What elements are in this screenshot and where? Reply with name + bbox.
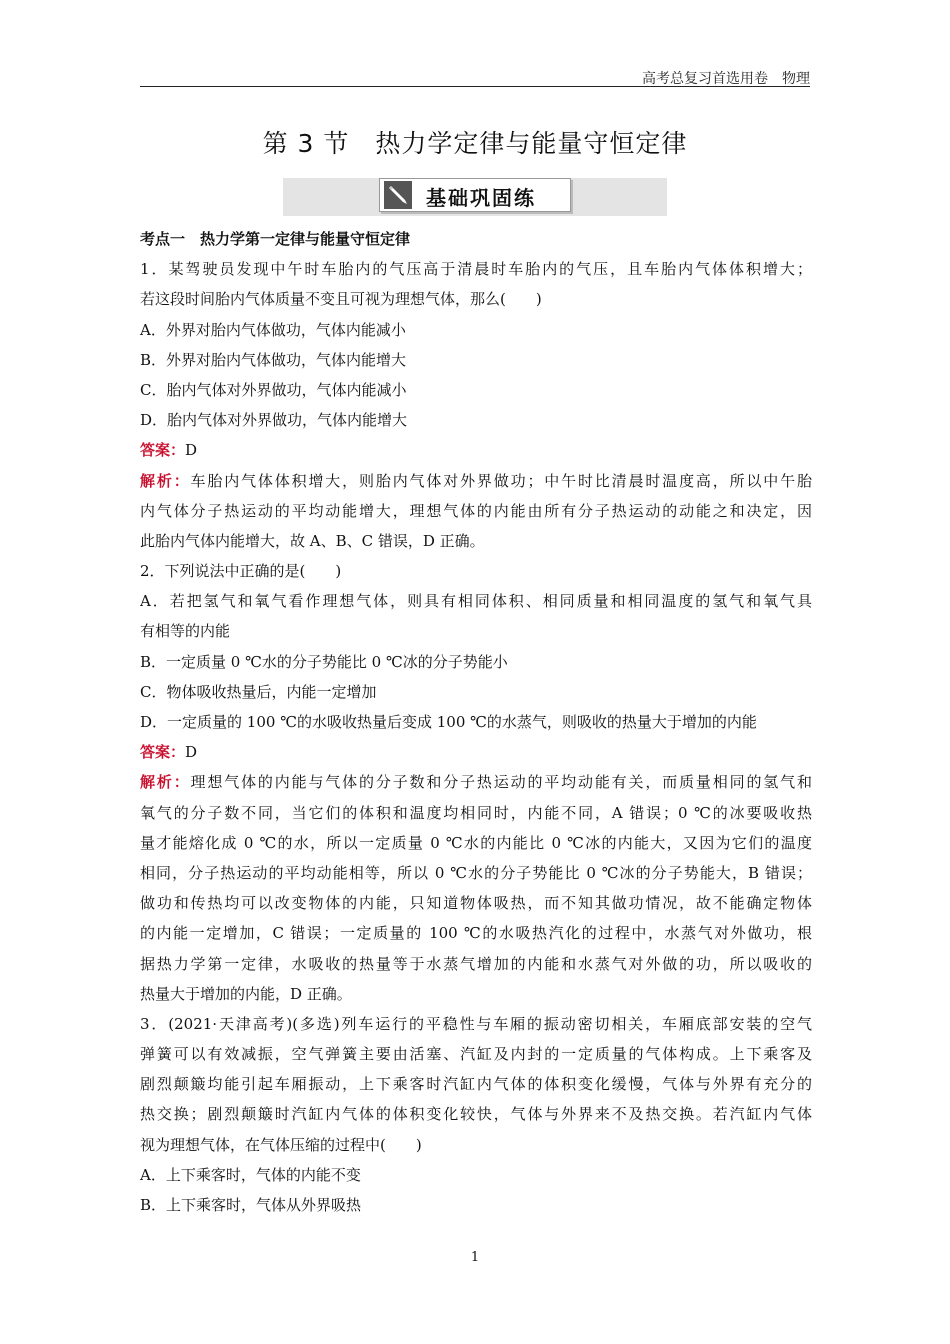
q2-stem-line: 2．下列说法中正确的是( ) [140, 562, 342, 581]
analysis-label: 解析： [140, 471, 191, 490]
q1-option-b: B．外界对胎内气体做功，气体内能增大 [140, 350, 407, 369]
page-header [140, 58, 810, 87]
q2-analysis-line: 做功和传热均可以改变物体的内能，只知道物体吸热，而不知其做功情况，故不能确定物体 [140, 894, 812, 913]
q2-option-a-cont: 有相等的内能 [140, 622, 231, 641]
answer-value: D [185, 743, 198, 762]
q1-option-d: D．胎内气体对外界做功，气体内能增大 [140, 411, 408, 430]
section-banner [283, 178, 667, 216]
q3-stem-line: 3．(2021·天津高考)(多选)列车运行的平稳性与车厢的振动密切相关，车厢底部安装的空气 [140, 1014, 812, 1033]
answer-label: 答案： [140, 743, 186, 762]
q1-stem-line: 若这段时间胎内气体质量不变且可视为理想气体，那么( ) [140, 290, 542, 309]
header-text: 高考总复习首选用卷 物理 [642, 71, 810, 87]
q1-answer [140, 435, 812, 465]
q2-analysis-line: 据热力学第一定律，水吸收的热量等于水蒸气增加的内能和水蒸气对外做的功，所以吸收的 [140, 954, 812, 973]
page-title: 第 3 节 热力学定律与能量守恒定律 [262, 129, 688, 158]
analysis-label: 解析： [140, 773, 191, 792]
q1-option-a: A．外界对胎内气体做功，气体内能减小 [140, 320, 406, 339]
q3-option-a: A．上下乘客时，气体的内能不变 [140, 1165, 361, 1184]
q1-analysis-line: 此胎内气体内能增大，故 A、B、C 错误，D 正确。 [140, 531, 485, 550]
q3-stem-line: 视为理想气体，在气体压缩的过程中( ) [140, 1135, 422, 1154]
q2-option-d: D．一定质量的 100 ℃的水吸收热量后变成 100 ℃的水蒸气，则吸收的热量大于增加的内能 [140, 713, 757, 731]
q1-analysis-line [140, 466, 812, 496]
banner-box [379, 178, 571, 212]
q2-analysis-line: 相同，分子热运动的平均动能相等，所以 0 ℃水的分子势能比 0 ℃冰的分子势能大，B 错误； [140, 863, 812, 882]
q2-analysis-line: 的内能一定增加，C 错误；一定质量的 100 ℃的水吸热汽化的过程中，水蒸气对外做功，根 [140, 924, 812, 943]
q3-stem-line: 弹簧可以有效减振，空气弹簧主要由活塞、汽缸及内封的一定质量的气体构成。上下乘客及 [140, 1045, 812, 1064]
answer-label: 答案： [140, 441, 186, 460]
q2-option-b: B．一定质量 0 ℃水的分子势能比 0 ℃冰的分子势能小 [140, 652, 508, 671]
q2-analysis-line: 氧气的分子数不同，当它们的体积和温度均相同时，内能不同，A 错误；0 ℃的冰要吸收热 [140, 803, 812, 822]
q2-analysis-line [140, 767, 812, 797]
q2-option-a: A．若把氢气和氧气看作理想气体，则具有相同体积、相同质量和相同温度的氢气和氧气具 [140, 592, 812, 611]
q2-analysis-line: 热量大于增加的内能，D 正确。 [140, 984, 352, 1003]
q1-analysis-line: 内气体分子热运动的平均动能增大，理想气体的内能由所有分子热运动的动能之和决定，因 [140, 501, 812, 520]
q2-option-c: C．物体吸收热量后，内能一定增加 [140, 682, 377, 701]
q1-stem-line: 1．某驾驶员发现中午时车胎内的气压高于清晨时车胎内的气压，且车胎内气体体积增大； [140, 260, 812, 279]
page-number: 1 [470, 1250, 480, 1265]
pencil-icon [384, 181, 412, 209]
q3-stem-line: 剧烈颠簸均能引起车厢振动，上下乘客时汽缸内气体的体积变化缓慢，气体与外界有充分的 [140, 1075, 812, 1094]
q3-option-b: B．上下乘客时，气体从外界吸热 [140, 1196, 362, 1214]
analysis-text: 理想气体的内能与气体的分子数和分子热运动的平均动能有关，而质量相同的氢气和 [190, 773, 812, 792]
q2-analysis-line: 量才能熔化成 0 ℃的水，所以一定质量 0 ℃水的内能比 0 ℃冰的内能大，又因为它们的温度 [140, 833, 812, 852]
answer-value: D [185, 441, 198, 460]
section-heading: 考点一 热力学第一定律与能量守恒定律 [140, 230, 411, 248]
q1-option-c: C．胎内气体对外界做功，气体内能减小 [140, 380, 407, 399]
q2-answer [140, 737, 812, 767]
banner-label: 基础巩固练 [426, 186, 536, 210]
q3-stem-line: 热交换；剧烈颠簸时汽缸内气体的体积变化较快，气体与外界来不及热交换。若汽缸内气体 [140, 1105, 812, 1124]
document-body [140, 224, 812, 1220]
analysis-text: 车胎内气体体积增大，则胎内气体对外界做功；中午时比清晨时温度高，所以中午胎 [190, 471, 812, 490]
